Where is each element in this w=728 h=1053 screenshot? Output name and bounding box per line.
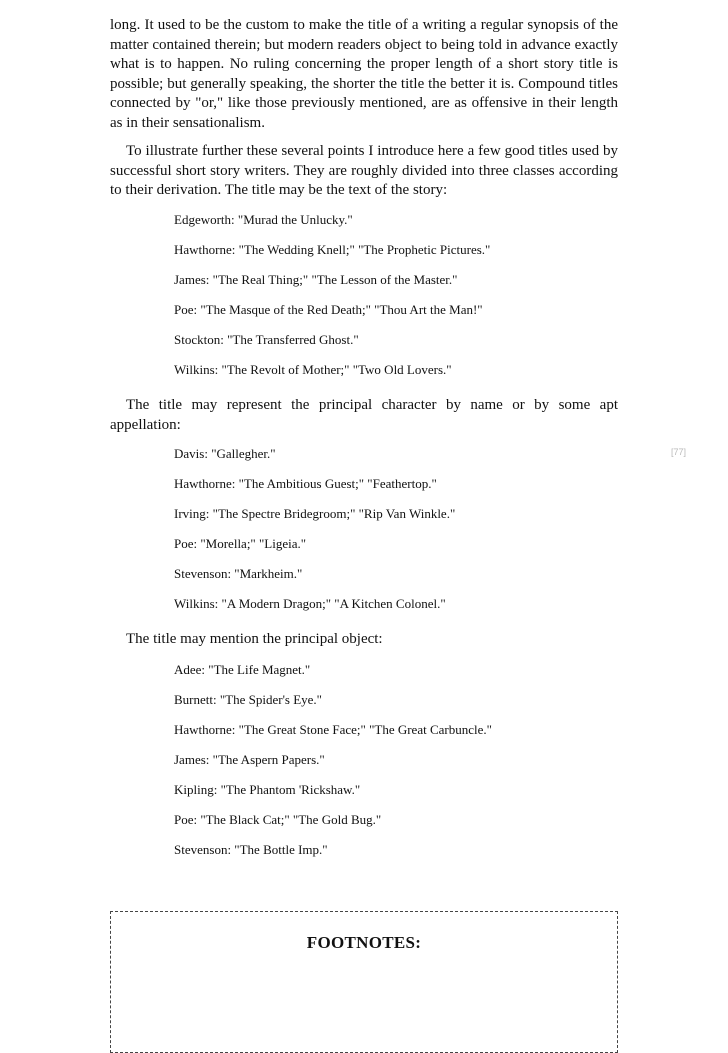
paragraph-title-length: long. It used to be the custom to make the title of a writing a regular synopsis of the matter contained therein; but modern readers object to being told in advance exactly what is to happen. No ruling concerning the proper length of a short story title is possible; but generally speaking, the shorter the title the better it is. Compound titles connected by "or," like those previously mentioned, are as offensive in their length as in their sensationalism. — [110, 17, 618, 131]
list-item: Adee: "The Life Magnet." — [174, 662, 311, 677]
list-item: James: "The Aspern Papers." — [174, 752, 325, 767]
list-item: Stockton: "The Transferred Ghost." — [174, 332, 359, 347]
paragraph-principal-object: The title may mention the principal object: — [126, 631, 383, 647]
list-item: Burnett: "The Spider's Eye." — [174, 692, 322, 707]
list-text-titles — [174, 212, 490, 392]
list-item: Davis: "Gallegher." — [174, 446, 276, 461]
page-number: [77] — [671, 447, 687, 457]
list-item: Poe: "The Black Cat;" "The Gold Bug." — [174, 812, 382, 827]
footnotes-heading: FOOTNOTES: — [306, 933, 422, 952]
paragraph-principal-character: The title may represent the principal character by name or by some apt appellation: — [110, 397, 618, 433]
list-item: Stevenson: "The Bottle Imp." — [174, 842, 328, 857]
list-character-titles — [174, 446, 455, 626]
list-item: James: "The Real Thing;" "The Lesson of the Master." — [174, 272, 458, 287]
list-item: Kipling: "The Phantom 'Rickshaw." — [174, 782, 361, 797]
list-object-titles — [174, 662, 492, 872]
footnotes-box — [110, 911, 618, 1053]
list-item: Stevenson: "Markheim." — [174, 566, 303, 581]
list-item: Hawthorne: "The Wedding Knell;" "The Prophetic Pictures." — [174, 242, 491, 257]
list-item: Edgeworth: "Murad the Unlucky." — [174, 212, 353, 227]
list-item: Wilkins: "The Revolt of Mother;" "Two Old Lovers." — [174, 362, 452, 377]
list-item: Hawthorne: "The Ambitious Guest;" "Feathertop." — [174, 476, 437, 491]
list-item: Poe: "The Masque of the Red Death;" "Thou Art the Man!" — [174, 302, 483, 317]
paragraph-title-classes: To illustrate further these several points I introduce here a few good titles used by successful short story writers. They are roughly divided into three classes according to their derivation. The title may be the text of the story: — [110, 143, 618, 198]
list-item: Irving: "The Spectre Bridegroom;" "Rip Van Winkle." — [174, 506, 456, 521]
list-item: Poe: "Morella;" "Ligeia." — [174, 536, 307, 551]
list-item: Wilkins: "A Modern Dragon;" "A Kitchen Colonel." — [174, 596, 446, 611]
list-item: Hawthorne: "The Great Stone Face;" "The Great Carbuncle." — [174, 722, 492, 737]
